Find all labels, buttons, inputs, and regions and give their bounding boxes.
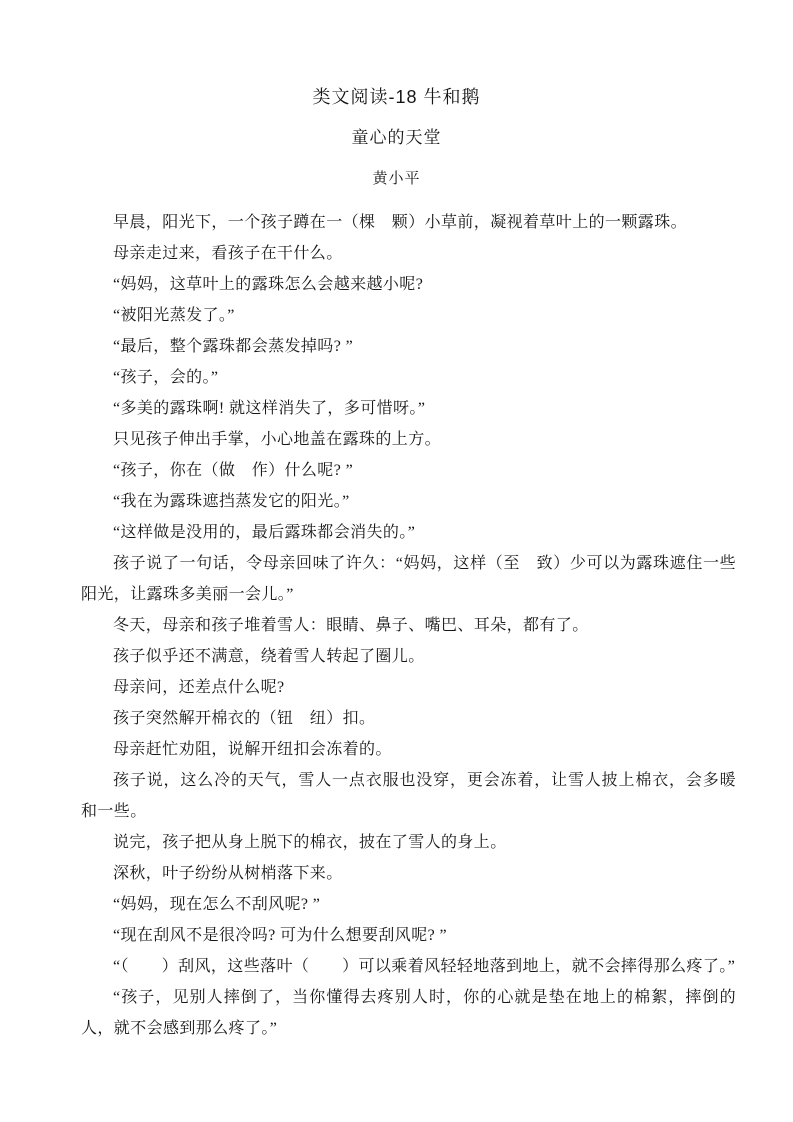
body-paragraph: “这样做是没用的，最后露珠都会消失的。” bbox=[113, 524, 416, 541]
body-paragraph: 深秋，叶子纷纷从树梢落下来。 bbox=[113, 865, 343, 882]
body-paragraph: 孩子似乎还不满意，绕着雪人转起了圈儿。 bbox=[113, 648, 425, 665]
body-paragraph: “（ ）刮风，这些落叶（ ）可以乘着风轻轻地落到地上，就不会摔得那么疼了。” bbox=[113, 958, 736, 975]
body-paragraph: 母亲走过来，看孩子在干什么。 bbox=[113, 245, 343, 262]
body-paragraph: 早晨，阳光下，一个孩子蹲在一（棵 颗）小草前，凝视着草叶上的一颗露珠。 bbox=[113, 214, 688, 231]
article-body bbox=[0, 207, 793, 1044]
body-paragraph: “孩子，会的。” bbox=[113, 369, 219, 386]
document-header bbox=[0, 0, 793, 188]
body-paragraph: 孩子说，这么冷的天气，雪人一点衣服也没穿，更会冻着，让雪人披上棉衣，会多暖和一些。 bbox=[81, 772, 736, 820]
body-paragraph: “妈妈，现在怎么不刮风呢? ” bbox=[113, 896, 321, 913]
body-paragraph: “妈妈，这草叶上的露珠怎么会越来越小呢? bbox=[113, 276, 424, 293]
body-paragraph: “最后，整个露珠都会蒸发掉吗? ” bbox=[113, 338, 354, 355]
body-paragraph: “现在刮风不是很冷吗? 可为什么想要刮风呢? ” bbox=[113, 927, 448, 944]
body-paragraph: “孩子，见别人摔倒了，当你懂得去疼别人时，你的心就是垫在地上的棉絮，摔倒的人，就不会感到那么疼了。” bbox=[81, 989, 736, 1037]
body-paragraph: “我在为露珠遮挡蒸发它的阳光。” bbox=[113, 493, 350, 510]
page-title: 类文阅读-18 牛和鹅 bbox=[312, 87, 481, 107]
body-paragraph: “孩子，你在（做 作）什么呢? ” bbox=[113, 462, 354, 479]
article-author: 黄小平 bbox=[372, 170, 421, 187]
body-paragraph: “被阳光蒸发了。” bbox=[113, 307, 235, 324]
body-paragraph: 说完，孩子把从身上脱下的棉衣，披在了雪人的身上。 bbox=[113, 834, 507, 851]
body-paragraph: “多美的露珠啊! 就这样消失了，多可惜呀。” bbox=[113, 400, 426, 417]
body-paragraph: 孩子说了一句话，令母亲回味了许久：“妈妈，这样（至 致）少可以为露珠遮住一些阳光，让露珠多美丽一会儿。” bbox=[81, 555, 736, 603]
body-paragraph: 冬天，母亲和孩子堆着雪人：眼睛、鼻子、嘴巴、耳朵，都有了。 bbox=[113, 617, 589, 634]
body-paragraph: 母亲赶忙劝阻，说解开纽扣会冻着的。 bbox=[113, 741, 392, 758]
body-paragraph: 母亲问，还差点什么呢? bbox=[113, 679, 285, 696]
article-title: 童心的天堂 bbox=[351, 128, 442, 147]
body-paragraph: 孩子突然解开棉衣的（钮 纽）扣。 bbox=[113, 710, 376, 727]
body-paragraph: 只见孩子伸出手掌，小心地盖在露珠的上方。 bbox=[113, 431, 442, 448]
